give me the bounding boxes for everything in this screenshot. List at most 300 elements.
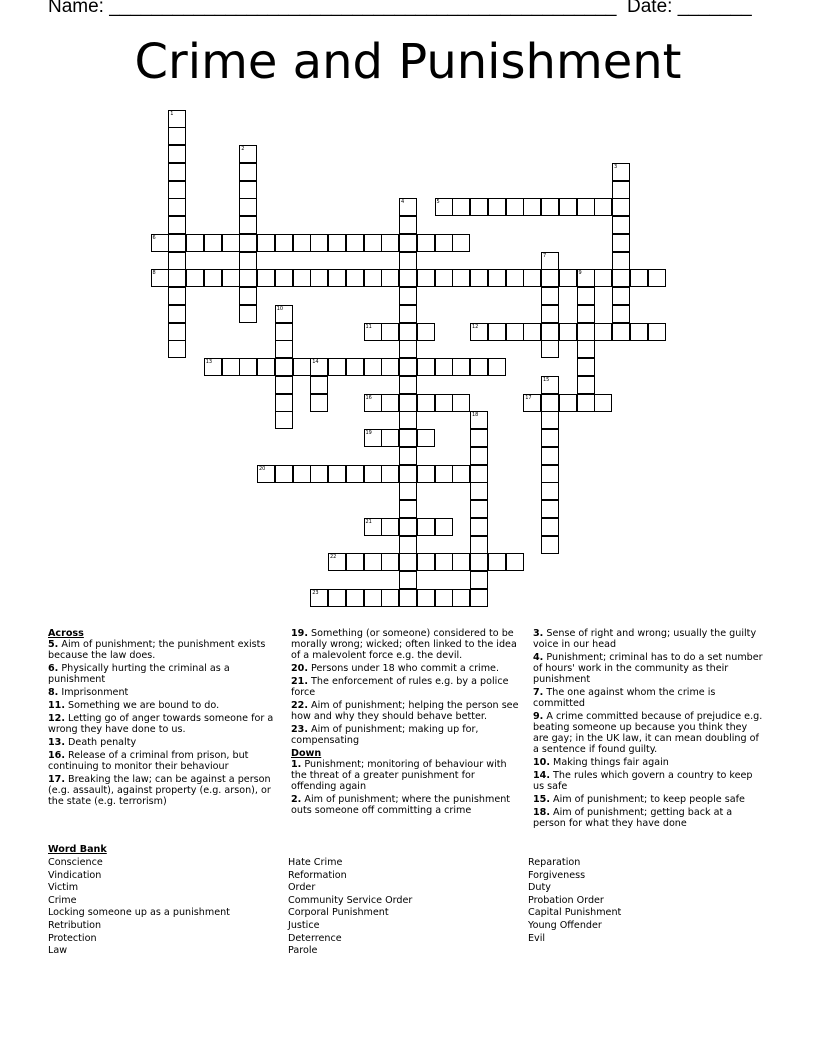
grid-cell[interactable] <box>204 358 222 376</box>
grid-cell[interactable] <box>417 589 435 607</box>
clue-item <box>48 639 280 661</box>
grid-cell[interactable] <box>239 287 257 305</box>
clue-item <box>533 711 765 755</box>
grid-cell[interactable] <box>399 287 417 305</box>
grid-cell[interactable] <box>399 340 417 358</box>
grid-cell[interactable] <box>488 198 506 216</box>
grid-cell[interactable] <box>470 269 488 287</box>
grid-cell[interactable] <box>328 589 346 607</box>
grid-cell[interactable] <box>488 269 506 287</box>
grid-cell[interactable] <box>293 465 311 483</box>
clue-number: 22. <box>291 700 308 711</box>
clue-number-21: 21 <box>365 518 372 525</box>
grid-cell[interactable] <box>257 234 275 252</box>
grid-cell[interactable] <box>470 500 488 518</box>
grid-cell[interactable] <box>612 323 630 341</box>
word-bank-item: Reformation <box>288 869 347 881</box>
page-title: Crime and Punishment <box>134 34 682 90</box>
grid-cell[interactable] <box>612 252 630 270</box>
grid-cell[interactable] <box>470 198 488 216</box>
grid-cell[interactable] <box>435 465 453 483</box>
grid-cell[interactable] <box>168 198 186 216</box>
grid-cell[interactable] <box>239 252 257 270</box>
grid-cell[interactable] <box>630 323 648 341</box>
clue-number: 8. <box>48 687 59 698</box>
grid-cell[interactable] <box>310 376 328 394</box>
clue-text: Making things fair again <box>550 757 669 768</box>
grid-cell[interactable] <box>364 518 382 536</box>
grid-cell[interactable] <box>541 482 559 500</box>
grid-cell[interactable] <box>648 269 666 287</box>
word-bank-item: Corporal Punishment <box>288 907 389 919</box>
name-field-label: Name: ________________________________________________ <box>48 0 617 17</box>
word-bank-item: Vindication <box>48 869 102 881</box>
grid-cell[interactable] <box>222 358 240 376</box>
clue-number-7: 7 <box>543 252 547 259</box>
grid-cell[interactable] <box>310 465 328 483</box>
clue-number-10: 10 <box>276 305 284 312</box>
grid-cell[interactable] <box>470 482 488 500</box>
clue-number-19: 19 <box>365 430 372 436</box>
clue-number: 6. <box>48 663 59 674</box>
grid-cell[interactable] <box>239 269 257 287</box>
grid-cell[interactable] <box>435 553 453 571</box>
clue-text: Aim of punishment; the punishment exists because the law does. <box>48 639 266 661</box>
clue-number: 18. <box>533 807 550 818</box>
grid-cell[interactable] <box>559 394 577 412</box>
grid-cell[interactable] <box>399 553 417 571</box>
grid-cell[interactable] <box>612 234 630 252</box>
word-bank-item: Probation Order <box>528 894 604 906</box>
grid-cell[interactable] <box>541 198 559 216</box>
grid-cell[interactable] <box>452 589 470 607</box>
clue-text: The one against whom the crime is committed <box>533 687 716 709</box>
grid-cell[interactable] <box>612 287 630 305</box>
grid-cell[interactable] <box>594 269 612 287</box>
grid-cell[interactable] <box>168 305 186 323</box>
grid-cell[interactable] <box>364 358 382 376</box>
grid-cell[interactable] <box>488 358 506 376</box>
clue-number: 15. <box>533 794 550 805</box>
grid-cell[interactable] <box>168 340 186 358</box>
clue-number: 17. <box>48 774 65 785</box>
grid-cell[interactable] <box>399 482 417 500</box>
clue-number: 11. <box>48 700 65 711</box>
grid-cell[interactable] <box>346 234 364 252</box>
grid-cell[interactable] <box>470 465 488 483</box>
clue-number: 4. <box>533 652 544 663</box>
grid-cell[interactable] <box>470 571 488 589</box>
clue-item <box>291 676 523 698</box>
grid-cell[interactable] <box>470 518 488 536</box>
grid-cell[interactable] <box>452 394 470 412</box>
clue-number: 20. <box>291 663 308 674</box>
grid-cell[interactable] <box>523 198 541 216</box>
word-bank-column-2 <box>288 857 412 958</box>
word-bank-item: Reparation <box>528 857 581 868</box>
clue-text: The enforcement of rules e.g. by a police force <box>291 676 509 698</box>
grid-cell[interactable] <box>328 465 346 483</box>
grid-cell[interactable] <box>399 252 417 270</box>
grid-cell[interactable] <box>364 553 382 571</box>
word-bank-item: Conscience <box>48 857 103 868</box>
clue-text: Death penalty <box>65 737 137 748</box>
grid-cell[interactable] <box>364 323 382 341</box>
grid-cell[interactable] <box>612 216 630 234</box>
grid-cell[interactable] <box>381 465 399 483</box>
grid-cell[interactable] <box>275 411 293 429</box>
grid-cell[interactable] <box>168 145 186 163</box>
grid-cell[interactable] <box>506 323 524 341</box>
grid-cell[interactable] <box>275 465 293 483</box>
grid-cell[interactable] <box>523 323 541 341</box>
grid-cell[interactable] <box>541 411 559 429</box>
grid-cell[interactable] <box>168 287 186 305</box>
word-bank-item: Order <box>288 882 316 894</box>
word-bank-item: Duty <box>528 882 551 894</box>
grid-cell[interactable] <box>594 323 612 341</box>
grid-cell[interactable] <box>364 394 382 412</box>
grid-cell[interactable] <box>417 518 435 536</box>
clue-item <box>533 794 765 805</box>
clue-text: Aim of punishment; where the punishment outs someone off committing a crime <box>291 794 511 816</box>
clue-number-17: 17 <box>525 394 532 401</box>
clue-text: Aim of punishment; making up for, compensating <box>291 724 479 746</box>
clue-item <box>533 652 765 685</box>
grid-cell[interactable] <box>346 358 364 376</box>
grid-cell[interactable] <box>381 518 399 536</box>
grid-cell[interactable] <box>151 234 169 252</box>
grid-cell[interactable] <box>222 269 240 287</box>
grid-cell[interactable] <box>577 358 595 376</box>
clue-number: 16. <box>48 750 65 761</box>
grid-cell[interactable] <box>239 198 257 216</box>
grid-cell[interactable] <box>168 110 186 128</box>
word-bank-item: Law <box>48 945 68 957</box>
grid-cell[interactable] <box>417 553 435 571</box>
grid-cell[interactable] <box>559 198 577 216</box>
grid-cell[interactable] <box>577 323 595 341</box>
grid-cell[interactable] <box>417 429 435 447</box>
grid-cell[interactable] <box>470 323 488 341</box>
grid-cell[interactable] <box>168 181 186 199</box>
grid-cell[interactable] <box>168 323 186 341</box>
grid-cell[interactable] <box>310 269 328 287</box>
clue-number-13: 13 <box>205 359 213 365</box>
grid-cell[interactable] <box>612 198 630 216</box>
grid-cell[interactable] <box>541 500 559 518</box>
grid-cell[interactable] <box>381 394 399 412</box>
word-bank-item: Protection <box>48 932 97 944</box>
clue-number: 3. <box>533 628 544 639</box>
grid-cell[interactable] <box>541 465 559 483</box>
grid-cell[interactable] <box>541 287 559 305</box>
grid-cell[interactable] <box>293 358 311 376</box>
grid-cell[interactable] <box>648 323 666 341</box>
grid-cell[interactable] <box>577 340 595 358</box>
grid-cell[interactable] <box>541 269 559 287</box>
grid-cell[interactable] <box>381 429 399 447</box>
grid-cell[interactable] <box>452 234 470 252</box>
grid-cell[interactable] <box>364 589 382 607</box>
grid-cell[interactable] <box>435 269 453 287</box>
grid-cell[interactable] <box>381 323 399 341</box>
clue-number: 1. <box>291 759 302 770</box>
grid-cell[interactable] <box>346 553 364 571</box>
grid-cell[interactable] <box>452 465 470 483</box>
grid-cell[interactable] <box>346 465 364 483</box>
grid-cell[interactable] <box>364 465 382 483</box>
clue-item <box>533 770 765 792</box>
clue-number-1: 1 <box>170 110 174 117</box>
grid-cell[interactable] <box>364 234 382 252</box>
clue-number: 2. <box>291 794 302 805</box>
across-heading: Across <box>48 628 84 639</box>
grid-cell[interactable] <box>328 358 346 376</box>
clues-column-2 <box>291 628 523 818</box>
grid-cell[interactable] <box>399 358 417 376</box>
clue-text: Aim of punishment; to keep people safe <box>550 794 745 805</box>
clue-item <box>291 700 523 722</box>
grid-cell[interactable] <box>417 269 435 287</box>
grid-cell[interactable] <box>399 518 417 536</box>
clue-item <box>533 628 765 650</box>
grid-cell[interactable] <box>470 411 488 429</box>
clue-text: Imprisonment <box>58 687 129 698</box>
grid-cell[interactable] <box>577 198 595 216</box>
grid-cell[interactable] <box>399 536 417 554</box>
grid-cell[interactable] <box>222 234 240 252</box>
grid-cell[interactable] <box>275 305 293 323</box>
grid-cell[interactable] <box>381 358 399 376</box>
grid-cell[interactable] <box>630 269 648 287</box>
clue-number-16: 16 <box>365 394 372 401</box>
grid-cell[interactable] <box>435 518 453 536</box>
clue-number-5: 5 <box>436 199 440 206</box>
grid-cell[interactable] <box>168 127 186 145</box>
clue-number-22: 22 <box>330 554 337 561</box>
clue-text: The rules which govern a country to keep us safe <box>533 770 753 792</box>
grid-cell[interactable] <box>399 323 417 341</box>
grid-cell[interactable] <box>275 376 293 394</box>
grid-cell[interactable] <box>470 589 488 607</box>
grid-cell[interactable] <box>452 358 470 376</box>
clue-number: 23. <box>291 724 308 735</box>
grid-cell[interactable] <box>417 323 435 341</box>
grid-cell[interactable] <box>239 216 257 234</box>
clues-column-1 <box>48 628 280 809</box>
grid-cell[interactable] <box>559 269 577 287</box>
grid-cell[interactable] <box>239 181 257 199</box>
grid-cell[interactable] <box>328 553 346 571</box>
grid-cell[interactable] <box>435 198 453 216</box>
clue-item <box>291 794 523 816</box>
clue-item <box>48 663 280 685</box>
grid-cell[interactable] <box>328 234 346 252</box>
grid-cell[interactable] <box>577 287 595 305</box>
grid-cell[interactable] <box>470 536 488 554</box>
grid-cell[interactable] <box>399 376 417 394</box>
grid-cell[interactable] <box>452 269 470 287</box>
grid-cell[interactable] <box>275 269 293 287</box>
grid-cell[interactable] <box>204 234 222 252</box>
grid-cell[interactable] <box>417 358 435 376</box>
grid-cell[interactable] <box>452 553 470 571</box>
date-field-label: Date: _______ <box>627 0 752 17</box>
clue-number-9: 9 <box>578 270 582 277</box>
clue-text: Aim of punishment; getting back at a person for what they have done <box>533 807 733 829</box>
grid-cell[interactable] <box>168 234 186 252</box>
grid-cell[interactable] <box>417 394 435 412</box>
grid-cell[interactable] <box>470 358 488 376</box>
word-bank-item: Evil <box>528 932 546 944</box>
grid-cell[interactable] <box>364 429 382 447</box>
grid-cell[interactable] <box>239 358 257 376</box>
grid-cell[interactable] <box>488 553 506 571</box>
grid-cell[interactable] <box>168 216 186 234</box>
grid-cell[interactable] <box>239 234 257 252</box>
grid-cell[interactable] <box>204 269 222 287</box>
grid-cell[interactable] <box>275 234 293 252</box>
grid-cell[interactable] <box>239 305 257 323</box>
grid-cell[interactable] <box>168 269 186 287</box>
grid-cell[interactable] <box>577 376 595 394</box>
grid-cell[interactable] <box>168 163 186 181</box>
grid-cell[interactable] <box>612 305 630 323</box>
clues-column-3 <box>533 628 765 831</box>
grid-cell[interactable] <box>577 269 595 287</box>
clue-text: Sense of right and wrong; usually the guilty voice in our head <box>533 628 757 650</box>
grid-cell[interactable] <box>541 394 559 412</box>
grid-cell[interactable] <box>239 163 257 181</box>
grid-cell[interactable] <box>346 269 364 287</box>
grid-cell[interactable] <box>541 447 559 465</box>
grid-cell[interactable] <box>310 394 328 412</box>
clue-number: 12. <box>48 713 65 724</box>
grid-cell[interactable] <box>488 323 506 341</box>
down-heading: Down <box>291 748 322 759</box>
grid-cell[interactable] <box>612 269 630 287</box>
grid-cell[interactable] <box>470 447 488 465</box>
grid-cell[interactable] <box>594 198 612 216</box>
grid-cell[interactable] <box>559 323 577 341</box>
grid-cell[interactable] <box>399 198 417 216</box>
grid-cell[interactable] <box>399 465 417 483</box>
grid-cell[interactable] <box>257 269 275 287</box>
grid-cell[interactable] <box>168 252 186 270</box>
clue-item <box>48 687 280 698</box>
grid-cell[interactable] <box>186 269 204 287</box>
grid-cell[interactable] <box>293 269 311 287</box>
grid-cell[interactable] <box>381 553 399 571</box>
grid-cell[interactable] <box>523 269 541 287</box>
grid-cell[interactable] <box>399 429 417 447</box>
grid-cell[interactable] <box>257 465 275 483</box>
grid-cell[interactable] <box>275 358 293 376</box>
grid-cell[interactable] <box>346 589 364 607</box>
grid-cell[interactable] <box>310 589 328 607</box>
grid-cell[interactable] <box>506 553 524 571</box>
grid-cell[interactable] <box>417 234 435 252</box>
clue-item <box>533 757 765 768</box>
clue-item <box>291 724 523 746</box>
grid-cell[interactable] <box>541 252 559 270</box>
grid-cell[interactable] <box>275 340 293 358</box>
grid-cell[interactable] <box>310 358 328 376</box>
grid-cell[interactable] <box>399 500 417 518</box>
grid-cell[interactable] <box>151 269 169 287</box>
grid-cell[interactable] <box>452 198 470 216</box>
grid-cell[interactable] <box>399 269 417 287</box>
grid-cell[interactable] <box>381 589 399 607</box>
grid-cell[interactable] <box>541 536 559 554</box>
clue-number-2: 2 <box>241 146 245 152</box>
clue-number: 19. <box>291 628 308 639</box>
grid-cell[interactable] <box>399 589 417 607</box>
grid-cell[interactable] <box>293 234 311 252</box>
word-bank-item: Community Service Order <box>288 894 413 906</box>
grid-cell[interactable] <box>417 465 435 483</box>
grid-cell[interactable] <box>399 216 417 234</box>
grid-cell[interactable] <box>399 571 417 589</box>
grid-cell[interactable] <box>541 305 559 323</box>
grid-cell[interactable] <box>275 323 293 341</box>
grid-cell[interactable] <box>435 394 453 412</box>
grid-cell[interactable] <box>381 269 399 287</box>
grid-cell[interactable] <box>275 394 293 412</box>
grid-cell[interactable] <box>310 234 328 252</box>
grid-cell[interactable] <box>541 429 559 447</box>
grid-cell[interactable] <box>612 181 630 199</box>
grid-cell[interactable] <box>186 234 204 252</box>
grid-cell[interactable] <box>470 553 488 571</box>
grid-cell[interactable] <box>239 145 257 163</box>
grid-cell[interactable] <box>506 198 524 216</box>
grid-cell[interactable] <box>257 358 275 376</box>
clue-text: Punishment; criminal has to do a set number of hours' work in the community as their punishment <box>533 652 763 685</box>
grid-cell[interactable] <box>435 589 453 607</box>
word-bank-item: Justice <box>288 919 320 931</box>
grid-cell[interactable] <box>541 376 559 394</box>
grid-cell[interactable] <box>612 163 630 181</box>
grid-cell[interactable] <box>577 305 595 323</box>
grid-cell[interactable] <box>364 269 382 287</box>
grid-cell[interactable] <box>399 394 417 412</box>
grid-cell[interactable] <box>577 394 595 412</box>
grid-cell[interactable] <box>399 447 417 465</box>
grid-cell[interactable] <box>523 394 541 412</box>
grid-cell[interactable] <box>328 269 346 287</box>
grid-cell[interactable] <box>435 234 453 252</box>
grid-cell[interactable] <box>435 358 453 376</box>
grid-cell[interactable] <box>470 429 488 447</box>
clue-number-12: 12 <box>472 323 479 330</box>
grid-cell[interactable] <box>594 394 612 412</box>
grid-cell[interactable] <box>541 518 559 536</box>
word-bank-item: Deterrence <box>288 932 342 944</box>
grid-cell[interactable] <box>541 323 559 341</box>
clue-number: 7. <box>533 687 544 698</box>
word-bank-item: Forgiveness <box>528 869 586 881</box>
grid-cell[interactable] <box>399 305 417 323</box>
word-bank-item: Victim <box>48 882 79 894</box>
grid-cell[interactable] <box>399 234 417 252</box>
grid-cell[interactable] <box>399 411 417 429</box>
grid-cell[interactable] <box>506 269 524 287</box>
grid-cell[interactable] <box>541 340 559 358</box>
grid-cell[interactable] <box>381 234 399 252</box>
clue-number: 14. <box>533 770 550 781</box>
